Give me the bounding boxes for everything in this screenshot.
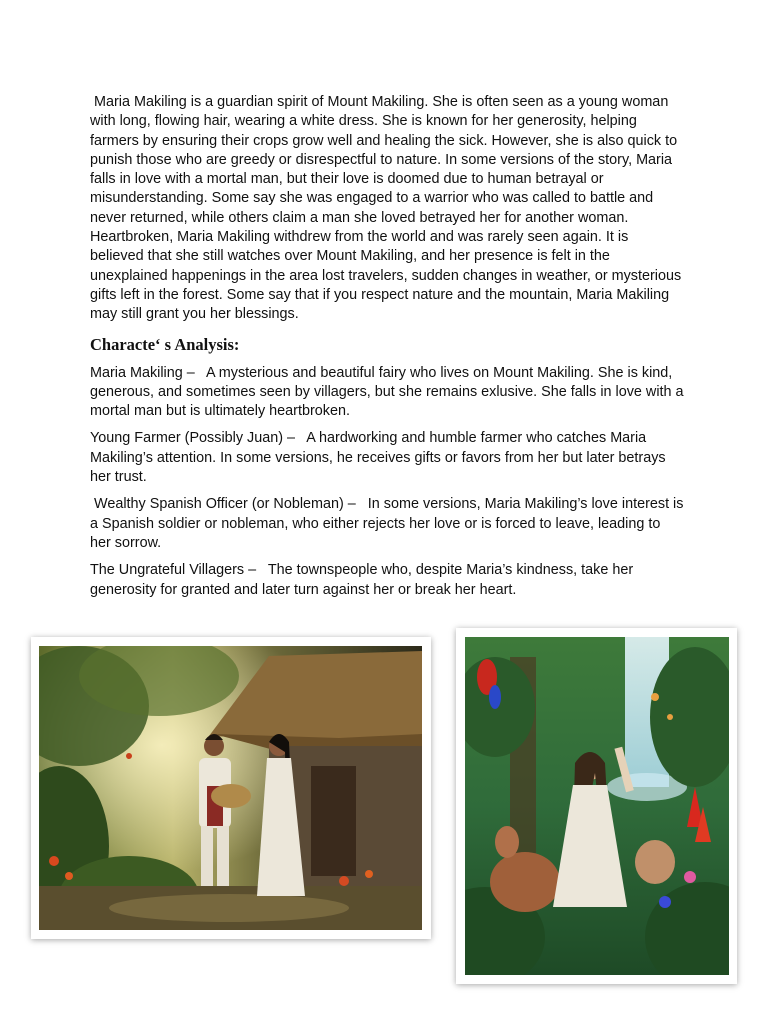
illustration-fairy-with-deer — [465, 637, 729, 975]
character-entry-maria: Maria Makiling – A mysterious and beautiful fairy who lives on Mount Makiling. She is kind, generous, and sometimes seen by villagers, but she remains exlusive. She falls in love with a mortal man but is ultimately heartbroken. — [90, 364, 688, 420]
photo-frame-right — [456, 628, 737, 984]
illustration-couple-at-hut — [39, 646, 422, 930]
analysis-heading: Characte‘ s Analysis: — [90, 334, 240, 354]
photo-frame-left — [31, 637, 431, 939]
character-entry-villagers: The Ungrateful Villagers – The townspeople who, despite Maria’s kindness, take her generosity for granted and later turn against her or break her heart. — [90, 562, 638, 598]
character-entry-farmer: Young Farmer (Possibly Juan) – A hardworking and humble farmer who catches Maria Makiling’s attention. In some versions, he receives gifts or favors from her but later betrays her trust. — [90, 430, 670, 486]
text-content — [90, 93, 688, 608]
character-entry-officer: Wealthy Spanish Officer (or Nobleman) – In some versions, Maria Makiling’s love interest is a Spanish soldier or nobleman, who either rejects her love or is forced to leave, leading to her sorrow. — [90, 496, 688, 551]
intro-paragraph: Maria Makiling is a guardian spirit of Mount Makiling. She is often seen as a young woman with long, flowing hair, wearing a white dress. She is known for her generosity, helping farmers by ensuring their crops grow well and healing the sick. However, she is also quick to punish those who are greedy or disrespectful to nature. In some versions of the story, Maria falls in love with a mortal man, but their love is doomed due to human betrayal or misunderstanding. Some say she was engaged to a warrior who was called to battle and never returned, while others claim a man she loved betrayed her for another woman. Heartbroken, Maria Makiling withdrew from the world and was rarely seen again. It is believed that she still watches over Mount Makiling, and her presence is felt in the unexplained happenings in the area lost travelers, sudden changes in weather, or mysterious gifts left in the forest. Some say that if you respect nature and the mountain, Maria Makiling may still grant you her blessings. — [90, 94, 686, 323]
